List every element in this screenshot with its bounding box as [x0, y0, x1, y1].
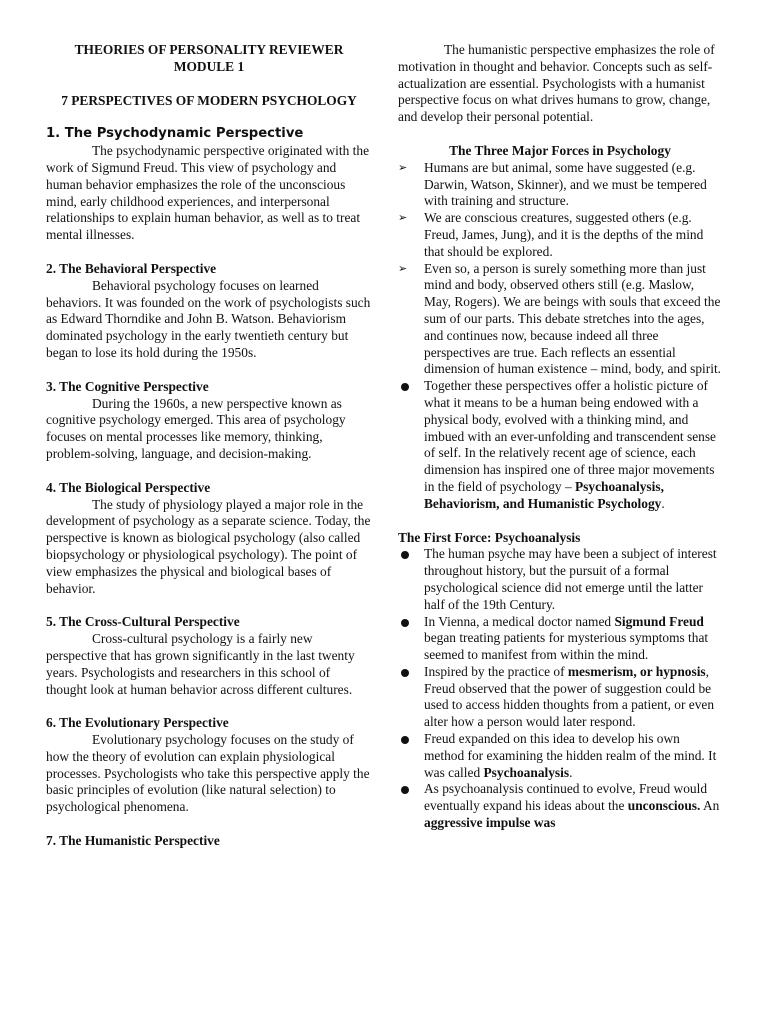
list-item-text: As psychoanalysis continued to evolve, Freud would eventually expand his ideas about the	[424, 781, 708, 814]
list-item-bold: unconscious.	[627, 798, 701, 814]
forces-heading: The Three Major Forces in Psychology	[449, 142, 671, 158]
list-item-text: The human psyche may have been a subject of interest throughout history, but the pursuit of a formal psychological science did not emerge until the latter half of the 19th Century.	[424, 546, 717, 612]
section-heading: 4. The Biological Perspective	[46, 479, 211, 495]
list-item-text: , Freud observed that the power of suggestion could be used to access hidden thoughts from a patient, or even alter how a person would later respond.	[424, 663, 715, 730]
list-item	[398, 160, 722, 210]
document-title: THEORIES OF PERSONALITY REVIEWER MODULE 1	[74, 42, 344, 74]
list-item	[398, 378, 722, 512]
arrow-bullet-icon: ➢	[398, 211, 408, 225]
forces-arrow-list	[398, 160, 722, 378]
section-body: Evolutionary psychology focuses on the study of how the theory of evolution can explain physiological processes. Psychologists who take this perspective apply the basic principles of evolution (like natural selection) to psychological phenomena.	[46, 732, 370, 815]
section-cognitive	[46, 379, 372, 463]
first-force-heading: The First Force: Psychoanalysis	[398, 529, 581, 545]
list-item	[398, 731, 722, 781]
together-end: .	[661, 495, 665, 511]
section-body: Behavioral psychology focuses on learned behaviors. It was founded on the work of psychologists such as Edward Thorndike and John B. Watson. Behaviorism dominated psychology in the early twentieth century but began to lose its hold during the 1950s.	[46, 277, 371, 360]
together-bold-text: Psychoanalysis, Behaviorism, and Humanistic Psychology	[424, 478, 664, 511]
document-subtitle: 7 PERSPECTIVES OF MODERN PSYCHOLOGY	[61, 92, 357, 108]
right-column	[398, 42, 722, 832]
left-column	[46, 42, 372, 850]
arrow-bullet-icon: ➢	[398, 160, 408, 174]
humanistic-body: The humanistic perspective emphasizes the role of motivation in thought and behavior. Concepts such as self-actualization are essential. Psychologists with a humanist perspective focus on what drives humans to grow, change, and develop their personal potential.	[398, 42, 715, 125]
list-item-text: Inspired by the practice of	[424, 663, 568, 679]
list-item	[398, 664, 722, 731]
section-heading: 7. The Humanistic Perspective	[46, 833, 220, 849]
section-heading: 2. The Behavioral Perspective	[46, 260, 217, 276]
section-evolutionary	[46, 715, 372, 816]
section-body: The study of physiology played a major role in the development of psychology as a separate science. Today, the perspective is known as biological psychology (also called biopsychology or physiological psychology). The point of view emphasizes the physical and biological bases of behavior.	[46, 496, 371, 596]
list-item-bold: Psychoanalysis	[483, 764, 570, 780]
together-text: Together these perspectives offer a holistic picture of what it means to be a human being endowed with a physical body, evolved with a thinking mind, and imbued with an ever-unfolding and transcendent sense of self. In the relatively recent age of science, each dimension has inspired one of three major movements in the field of psychology –	[424, 378, 717, 494]
list-item-text: .	[569, 764, 573, 780]
section-psychodynamic	[46, 126, 372, 244]
section-body: Cross-cultural psychology is a fairly new perspective that has grown significantly in the last twenty years. Psychologists and researchers in this school of thought look at human behavior across different cultures.	[46, 631, 355, 697]
section-heading: 3. The Cognitive Perspective	[46, 378, 209, 394]
list-item-text: We are conscious creatures, suggested others (e.g. Freud, James, Jung), and it is the depths of the mind that should be explored.	[424, 210, 704, 259]
list-item-text: Humans are but animal, some have suggested (e.g. Darwin, Watson, Skinner), and we must be tempered with training and structure.	[424, 159, 707, 209]
list-item-text: In Vienna, a medical doctor named	[424, 613, 615, 629]
list-item-text: began treating patients for mysterious symptoms that seemed to manifest from within the mind.	[424, 630, 709, 663]
arrow-bullet-icon: ➢	[398, 261, 408, 275]
section-humanistic	[46, 833, 372, 850]
list-item-text: Even so, a person is surely something more than just mind and body, observed others still (e.g. Maslow, May, Rogers). We are beings with souls that exceed the sum of our parts. This debate stretches into the ages, and continues now, because indeed all three perspectives are true. Each reflects an essential dimension of human existence – mind, body, and spirit.	[424, 260, 722, 377]
section-biological	[46, 480, 372, 598]
section-body: The psychodynamic perspective originated with the work of Sigmund Freud. This view of psychology and human behavior emphasizes the role of the unconscious mind, early childhood experiences, and interpersonal relationships to explain human behavior, as well as to treat mental illnesses.	[46, 143, 370, 243]
section-heading: 5. The Cross-Cultural Perspective	[46, 614, 240, 630]
list-item	[398, 546, 722, 613]
list-item-bold: Sigmund Freud	[614, 613, 704, 629]
section-heading: 1. The Psychodynamic Perspective	[46, 126, 304, 142]
list-item	[398, 614, 722, 664]
list-item-bold: aggressive impulse was	[424, 815, 556, 831]
list-item	[398, 781, 722, 831]
section-body: During the 1960s, a new perspective known as cognitive psychology emerged. This area of psychology focuses on mental processes like memory, thinking, problem-solving, language, and decision-making.	[46, 395, 346, 461]
section-behavioral	[46, 261, 372, 362]
section-heading: 6. The Evolutionary Perspective	[46, 715, 229, 731]
first-force-list	[398, 546, 722, 832]
list-item	[398, 210, 722, 260]
list-item-bold: mesmerism, or hypnosis	[567, 663, 706, 679]
section-cross-cultural	[46, 614, 372, 698]
list-item-text: An	[700, 798, 720, 814]
list-item-text: Freud expanded on this idea to develop his own method for examining the hidden realm of the mind. It was called	[424, 731, 717, 780]
list-item	[398, 261, 722, 379]
together-list	[398, 378, 722, 512]
